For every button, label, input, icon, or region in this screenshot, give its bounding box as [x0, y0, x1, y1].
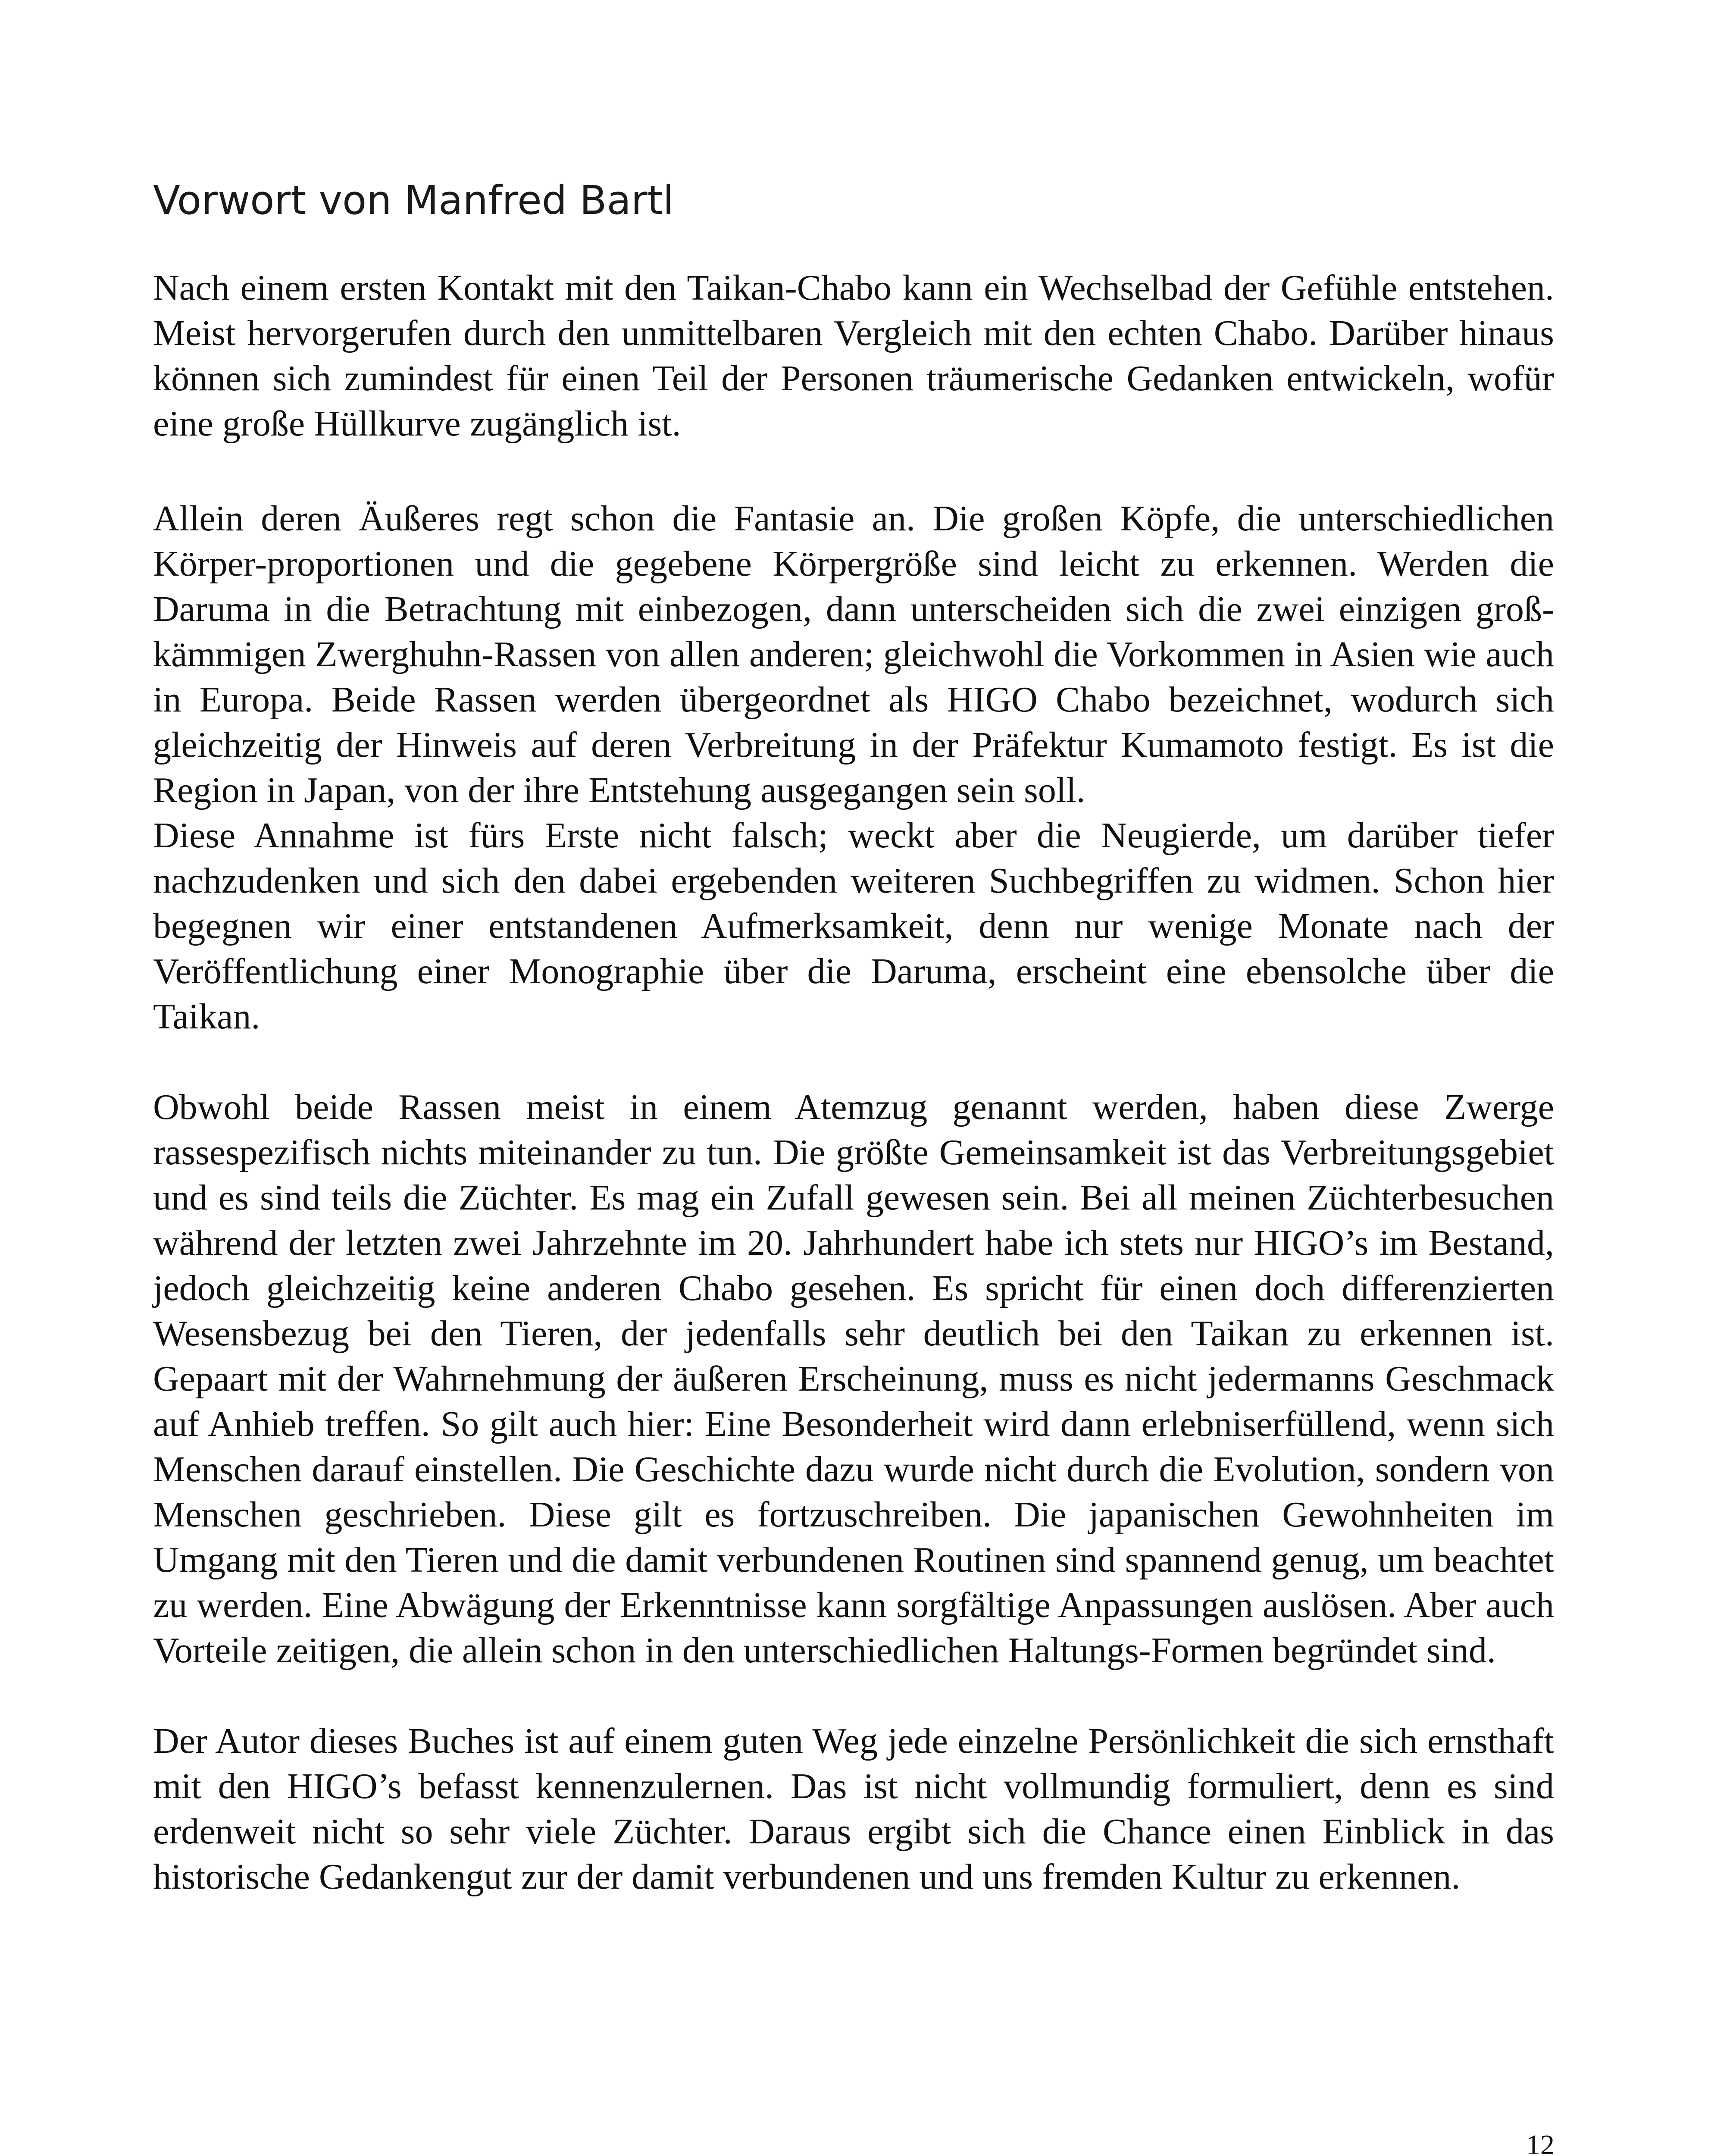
paragraph: Obwohl beide Rassen meist in einem Atemzug genannt werden, haben diese Zwerge rassespezifisch nichts miteinander zu tun. Die größte Gemeinsamkeit ist das Verbreitungsgebiet und es sind teils die Züchter. Es mag ein Zufall gewesen sein. Bei all meinen Züchterbesuchen während der letzten zwei Jahrzehnte im 20. Jahrhundert habe ich stets nur HIGO’s im Bestand, jedoch gleichzeitig keine anderen Chabo gesehen. Es spricht für einen doch differenzierten Wesensbezug bei den Tieren, der jedenfalls sehr deutlich bei den Taikan zu erkennen ist. Gepaart mit der Wahrnehmung der äußeren Erscheinung, muss es nicht jedermanns Geschmack auf Anhieb treffen. So gilt auch hier: Eine Besonderheit wird dann erlebniserfüllend, wenn sich Menschen darauf einstellen. Die Geschichte dazu wurde nicht durch die Evolution, sondern von Menschen geschrieben. Diese gilt es fortzuschreiben. Die japanischen Gewohnheiten im Umgang mit den Tieren und die damit verbundenen Routinen sind spannend genug, um beachtet zu werden. Eine Abwägung der Erkenntnisse kann sorgfältige Anpassungen auslösen. Aber auch Vorteile zeitigen, die allein schon in den unterschiedlichen Haltungs-Formen begründet sind. — [153, 1087, 1554, 1670]
paragraph: Nach einem ersten Kontakt mit den Taikan-Chabo kann ein Wechselbad der Gefühle entstehen. Meist hervorgerufen durch den unmittelbaren Vergleich mit den echten Chabo. Darüber hinaus können sich zumindest für einen Teil der Personen träumerische Gedanken entwickeln, wofür eine große Hüllkurve zugänglich ist. — [153, 268, 1554, 444]
body-text — [153, 265, 1554, 1899]
page-number: 12 — [1526, 2129, 1555, 2156]
paragraph: Der Autor dieses Buches ist auf einem guten Weg jede einzelne Persönlichkeit die sich ernsthaft mit den HIGO’s befasst kennenzulernen. Das ist nicht vollmundig formuliert, denn es sind erdenweit nicht so sehr viele Züchter. Daraus ergibt sich die Chance einen Einblick in das historische Gedankengut zur der damit verbundenen und uns fremden Kultur zu erkennen. — [153, 1721, 1554, 1897]
paragraph: Diese Annahme ist fürs Erste nicht falsch; weckt aber die Neugierde, um darüber tiefer nachzudenken und sich den dabei ergebenden weiteren Suchbegriffen zu widmen. Schon hier begegnen wir einer entstandenen Aufmerksamkeit, denn nur wenige Monate nach der Veröffentlichung einer Monographie über die Daruma, erscheint eine ebensolche über die Taikan. — [153, 815, 1554, 1037]
paragraph: Allein deren Äußeres regt schon die Fantasie an. Die großen Köpfe, die unterschiedlichen Körper-proportionen und die gegebene Körpergröße sind leicht zu erkennen. Werden die Daruma in die Betrachtung mit einbezogen, dann unterscheiden sich die zwei einzigen groß- kämmigen Zwerghuhn-Rassen von allen anderen; gleichwohl die Vorkommen in Asien wie auch in Europa. Beide Rassen werden übergeordnet als HIGO Chabo bezeichnet, wodurch sich gleichzeitig der Hinweis auf deren Verbreitung in der Präfektur Kumamoto festigt. Es ist die Region in Japan, von der ihre Entstehung ausgegangen sein soll. — [153, 498, 1554, 810]
page-title: Vorwort von Manfred Bartl — [153, 177, 674, 223]
